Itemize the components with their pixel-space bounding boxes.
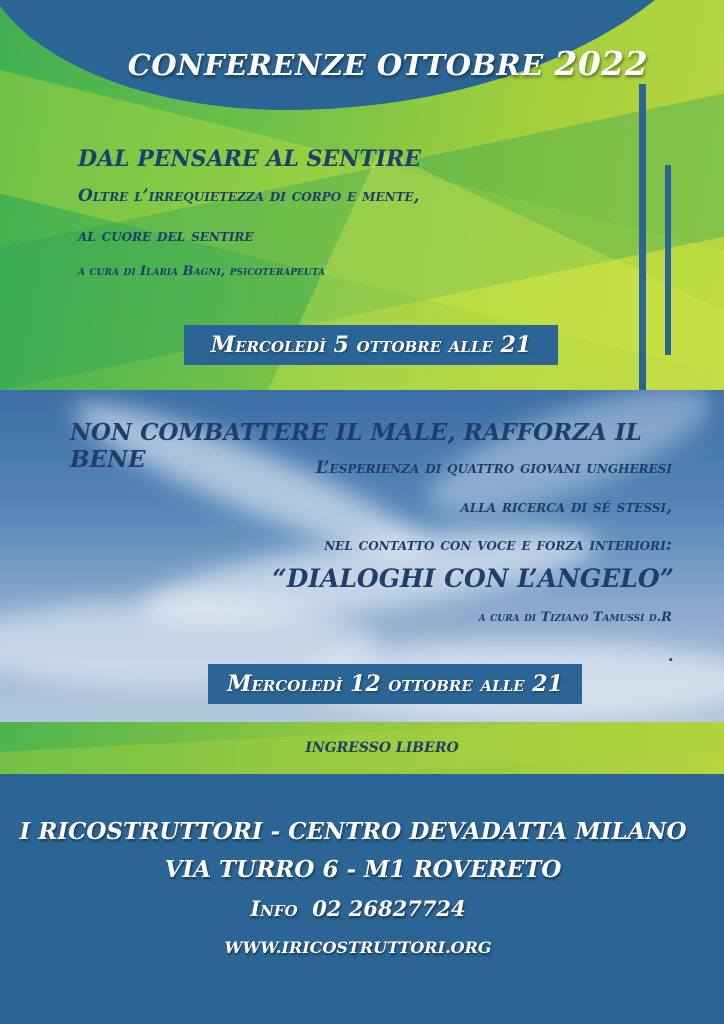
phone-number: 02 26827724 [312,896,466,921]
page-title [0,44,724,83]
info-label: Info [250,896,298,921]
event2-line2: alla ricerca di sé stessi, [460,497,672,517]
event2-line3: nel contatto con voce e forza interiori: [324,535,672,555]
ingresso-label: INGRESSO LIBERO [305,740,459,756]
vertical-divider [665,165,671,355]
event2-date-box: Mercoledì 12 ottobre alle 21 [208,664,582,704]
event2-dot: . [668,646,674,665]
event1-subtitle-line2: al cuore del sentire [78,226,254,246]
event1-curator: a cura di Ilaria Bagni, psicoterapeuta [78,264,325,279]
vertical-divider [639,84,646,390]
event1-subtitle-line1: Oltre l’irrequietezza di corpo e mente, [78,186,420,206]
event2-curator: a cura di Tiziano Tamussi d.R [478,610,672,625]
footer-address: VIA TURRO 6 - M1 ROVERETO [164,856,562,883]
footer-organization: I RICOSTRUTTORI - CENTRO DEVADATTA MILANO [19,818,687,845]
event2-quote: “DIALOGHI CON L’ANGELO” [272,564,674,593]
event2-title: NON COMBATTERE IL MALE, RAFFORZA IL BENE [70,419,642,473]
footer-website[interactable]: WWW.IRICOSTRUTTORI.ORG [224,938,492,957]
event1-title: DAL PENSARE AL SENTIRE [78,146,422,172]
event1-date-box: Mercoledì 5 ottobre alle 21 [184,325,558,365]
title-year: 2022 [554,44,649,83]
title-text: CONFERENZE OTTOBRE [127,48,544,82]
footer-info [10,896,706,921]
event2-line1: L’esperienza di quattro giovani ungheresi [315,458,672,478]
